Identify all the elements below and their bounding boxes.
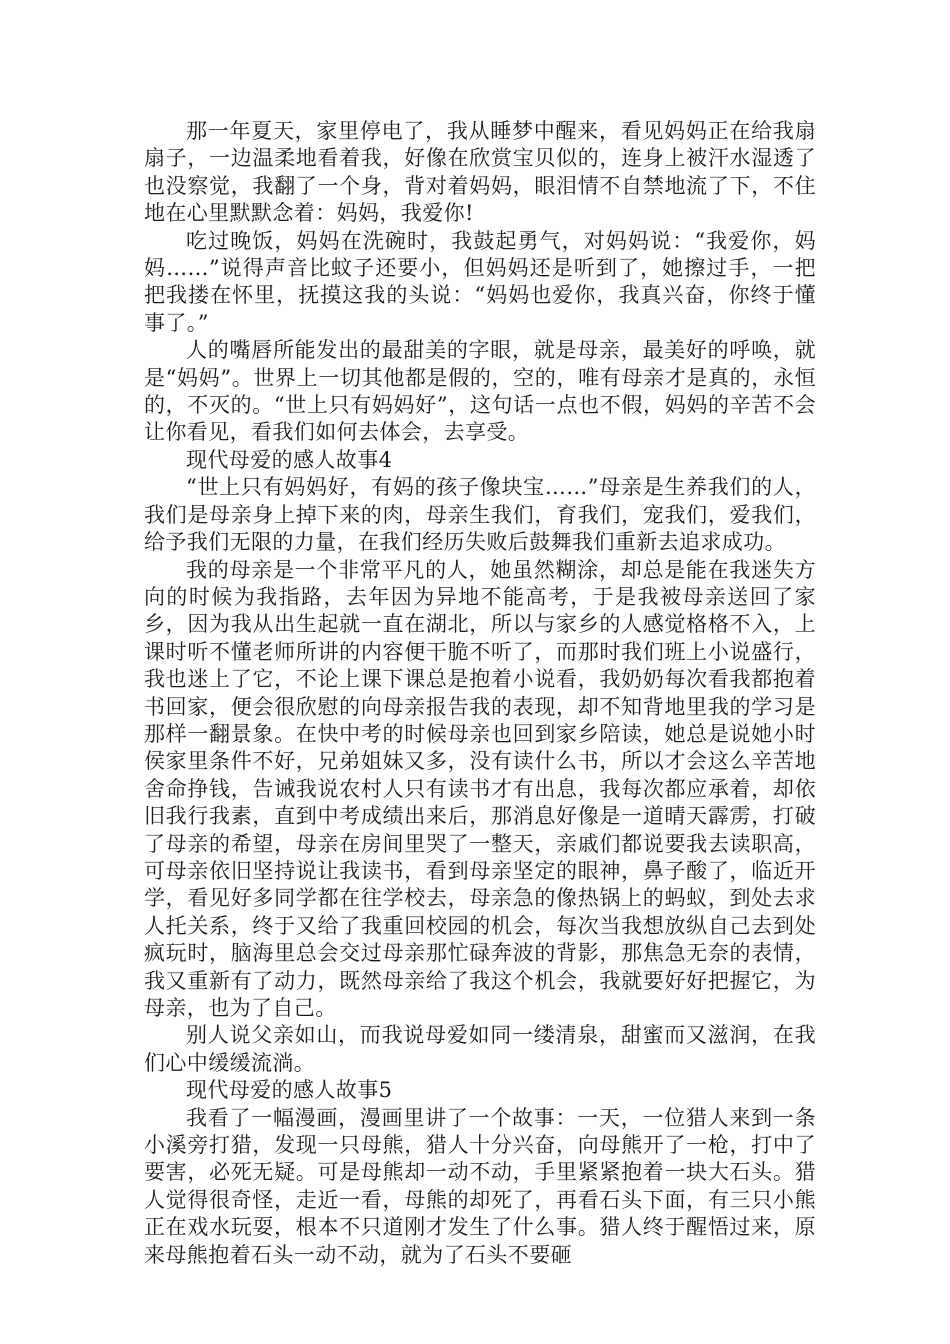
paragraph-summer-night: 那一年夏天，家里停电了，我从睡梦中醒来，看见妈妈正在给我扇扇子，一边温柔地看着我，好像在欣赏宝贝似的，连身上被汗水湿透了也没察觉，我翻了一个身，背对着妈妈，眼泪情不自禁地流了下，不住地在心里默默念着：妈妈，我爱你! <box>144 119 816 226</box>
paragraph-i-love-you: 吃过晚饭，妈妈在洗碗时，我鼓起勇气，对妈妈说：“我爱你，妈妈……”说得声音比蚊子还要小，但妈妈还是听到了，她擦过手，一把把我搂在怀里，抚摸这我的头说：“妈妈也爱你，我真兴奋，你终于懂事了。” <box>144 228 816 335</box>
document-body <box>144 118 816 1269</box>
paragraph-sweetest-word: 人的嘴唇所能发出的最甜美的字眼，就是母亲，最美好的呼唤，就是“妈妈”。世界上一切其他都是假的，空的，唯有母亲才是真的，永恒的，不灭的。“世上只有妈妈好”，这句话一点也不假，妈妈的辛苦不会让你看见，看我们如何去体会，去享受。 <box>144 338 816 445</box>
paragraph-ordinary-mother: 我的母亲是一个非常平凡的人，她虽然糊涂，却总是能在我迷失方向的时候为我指路，去年因为异地不能高考，于是我被母亲送回了家乡，因为我从出生起就一直在湖北，所以与家乡的人感觉格格不入，上课时听不懂老师所讲的内容便干脆不听了，而那时我们班上小说盛行，我也迷上了它，不论上课下课总是抱着小说看，我奶奶每次看我都抱着书回家，便会很欣慰的向母亲报告我的表现，却不知背地里我的学习是那样一翻景象。在快中考的时候母亲也回到家乡陪读，她总是说她小时侯家里条件不好，兄弟姐妹又多，没有读什么书，所以才会这么辛苦地舍命挣钱，告诫我说农村人只有读书才有出息，我每次都应承着，却依旧我行我素，直到中考成绩出来后，那消息好像是一道晴天霹雳，打破了母亲的希望，母亲在房间里哭了一整天，亲戚们都说要我去读职高，可母亲依旧坚持说让我读书，看到母亲坚定的眼神，鼻子酸了，临近开学，看见好多同学都在往学校去，母亲急的像热锅上的蚂蚁，到处去求人托关系，终于又给了我重回校园的机会，每次当我想放纵自己去到处疯玩时，脑海里总会交过母亲那忙碌奔波的背影，那焦急无奈的表情，我又重新有了动力，既然母亲给了我这个机会，我就要好好把握它，为母亲，也为了自己。 <box>144 557 816 1020</box>
section-heading-story-5: 现代母爱的感人故事5 <box>186 1078 393 1103</box>
section-heading-story-4: 现代母爱的感人故事4 <box>186 447 393 472</box>
paragraph-clear-spring: 别人说父亲如山，而我说母爱如同一缕清泉，甜蜜而又滋润，在我们心中缓缓流淌。 <box>144 1023 816 1075</box>
paragraph-only-mother-good: “世上只有妈妈好，有妈的孩子像块宝……”母亲是生养我们的人，我们是母亲身上掉下来的肉，母亲生我们，育我们，宠我们，爱我们，给予我们无限的力量，在我们经历失败后鼓舞我们重新去追求成功。 <box>144 475 816 555</box>
paragraph-mother-bear: 我看了一幅漫画，漫画里讲了一个故事：一天，一位猎人来到一条小溪旁打猎，发现一只母熊，猎人十分兴奋，向母熊开了一枪，打中了要害，必死无疑。可是母熊却一动不动，手里紧紧抱着一块大石头。猎人觉得很奇怪，走近一看，母熊的却死了，再看石头下面，有三只小熊正在戏水玩耍，根本不只道刚才发生了什么事。猎人终于醒悟过来，原来母熊抱着石头一动不动，就为了石头不要砸 <box>144 1105 816 1267</box>
